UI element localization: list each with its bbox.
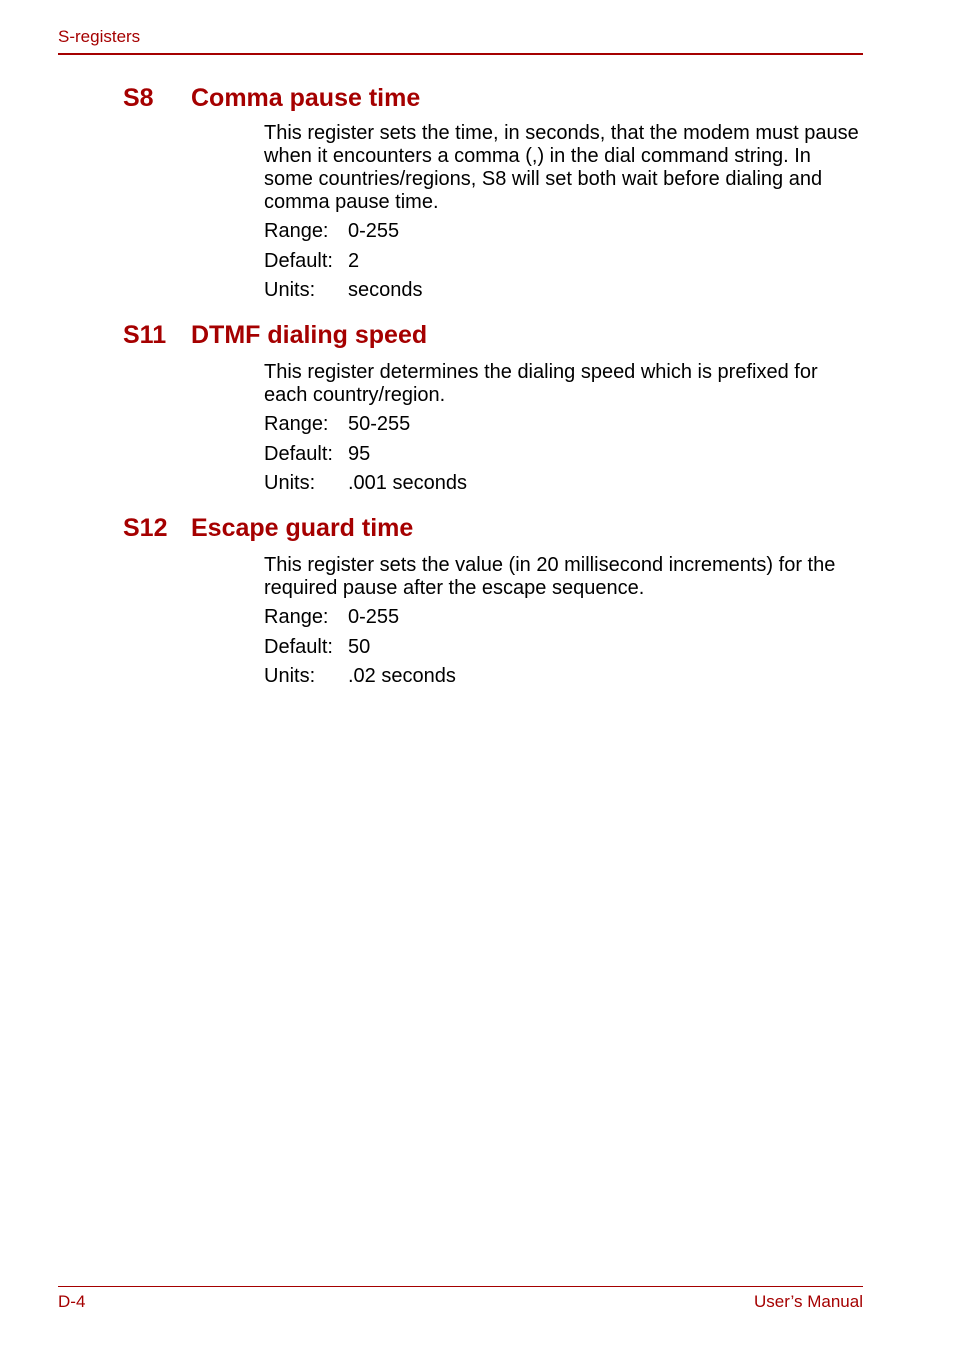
param-value: 2 [348, 249, 360, 272]
section-heading [123, 84, 420, 113]
section-body [264, 361, 864, 496]
param-value: 50-255 [348, 413, 411, 435]
register-title: Comma pause time [191, 84, 421, 112]
param-label: Range: [264, 413, 329, 435]
register-description: This register determines the dialing speed which is prefixed for each country/region. [264, 361, 818, 406]
param-default [264, 250, 864, 274]
param-range [264, 413, 864, 437]
register-code: S12 [123, 514, 168, 542]
page-number: D-4 [58, 1292, 86, 1311]
param-label: Default: [264, 249, 333, 272]
register-code: S8 [123, 84, 154, 112]
param-range [264, 220, 864, 244]
running-header: S-registers [58, 27, 141, 46]
section-body [264, 122, 864, 303]
register-title: DTMF dialing speed [191, 321, 428, 349]
param-label: Units: [264, 665, 316, 687]
footer-rule [58, 1286, 863, 1287]
param-label: Units: [264, 279, 316, 301]
register-description: This register sets the value (in 20 millisecond increments) for the required pause after the escape sequence. [264, 554, 836, 599]
param-default [264, 636, 864, 660]
param-label: Default: [264, 635, 333, 658]
param-label: Range: [264, 606, 329, 628]
param-value: seconds [348, 279, 423, 301]
param-units [264, 279, 864, 303]
param-label: Units: [264, 472, 316, 494]
param-value: 95 [348, 442, 371, 465]
param-units [264, 472, 864, 496]
manual-title: User’s Manual [754, 1292, 863, 1311]
param-value: 0-255 [348, 220, 400, 242]
param-value: 50 [348, 635, 371, 658]
section-heading [123, 514, 413, 543]
param-label: Default: [264, 442, 333, 465]
register-description: This register sets the time, in seconds, that the modem must pause when it encounters a comma (,) in the dial command string. In some countries/regions, S8 will set both wait before dialing and comma pause time. [264, 122, 859, 213]
section-heading [123, 321, 427, 350]
header-rule [58, 53, 863, 55]
register-code: S11 [123, 321, 167, 349]
param-units [264, 665, 864, 689]
register-title: Escape guard time [191, 514, 414, 542]
section-body [264, 554, 864, 689]
param-value: 0-255 [348, 606, 400, 628]
param-default [264, 443, 864, 467]
param-label: Range: [264, 220, 329, 242]
param-value: .02 seconds [348, 665, 456, 687]
param-range [264, 606, 864, 630]
param-value: .001 seconds [348, 472, 467, 494]
